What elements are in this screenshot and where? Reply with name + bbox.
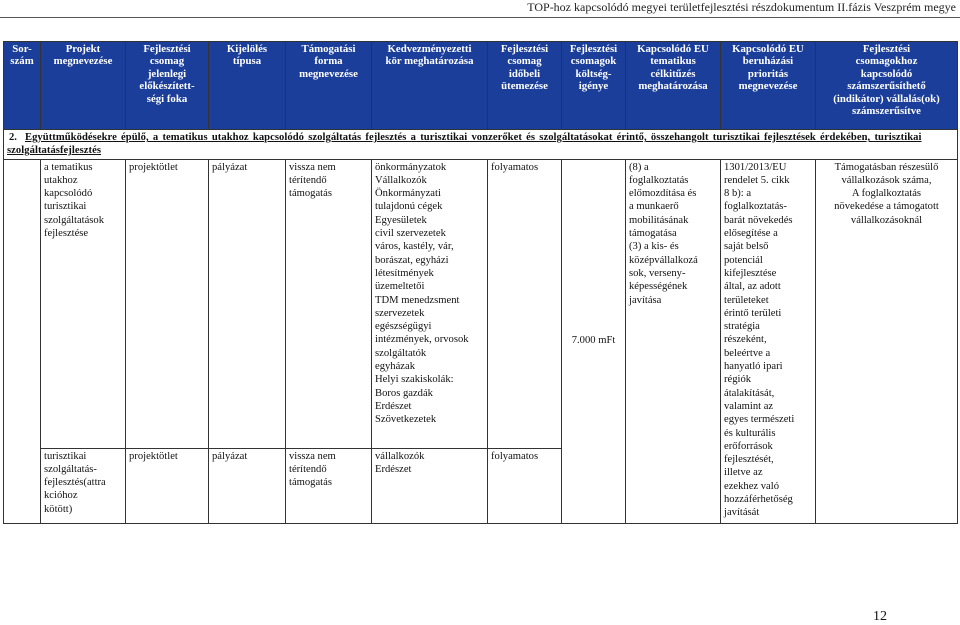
col-header-line: csomagokhoz: [855, 55, 918, 68]
page-number: 12: [873, 609, 887, 624]
cell-line: borászat, egyházi: [375, 254, 449, 266]
cell-line: Vállalkozók: [375, 174, 427, 186]
col-header-indikator: [816, 42, 958, 130]
col-header-line: költség-: [575, 67, 612, 80]
col-header-line: ütemezése: [501, 80, 548, 93]
cell-line: sok, verseny-: [629, 267, 686, 279]
cell-line: Egyesületek: [375, 214, 427, 226]
table-header: [4, 42, 958, 130]
cell-line: egyházak: [375, 361, 415, 373]
cell-line: valamint az: [724, 400, 774, 412]
indicators-cell: [816, 159, 958, 523]
col-header-line: kapcsolódó: [860, 67, 913, 80]
cell-line: átalakítását,: [724, 387, 775, 399]
cell-line: kötött): [44, 503, 73, 515]
col-header-line: megnevezése: [299, 67, 358, 80]
col-header-line: számszerűsíthető: [847, 80, 926, 93]
support-form-cell: [286, 448, 372, 523]
col-header-line: Kijelölés: [226, 43, 268, 55]
col-header-line: Fejlesztési: [143, 43, 191, 55]
col-header-line: Kapcsolódó EU: [732, 43, 804, 55]
col-header-koltsegigeny: [562, 42, 626, 130]
cell-line: potenciál: [724, 254, 763, 266]
designation-cell: pályázat: [209, 159, 286, 448]
cell-line: 1301/2013/EU: [724, 161, 787, 173]
col-header-line: megnevezése: [53, 55, 113, 68]
cell-line: tulajdonú cégek: [375, 201, 443, 213]
cell-line: turisztikai: [44, 201, 87, 213]
col-header-line: csomagok: [570, 55, 617, 68]
cell-line: egészségügyi: [375, 321, 432, 333]
col-header-line: Fejlesztési: [569, 43, 618, 55]
eu-objective-cell: [626, 159, 721, 523]
beneficiaries-cell: [372, 159, 488, 448]
col-header-line: (indikátor) vállalás(ok): [833, 92, 940, 105]
col-header-line: célkitűzés: [650, 67, 696, 80]
project-name-cell: [41, 448, 126, 523]
col-header-line: előkészített-: [139, 80, 195, 93]
cell-line: szolgáltatók: [375, 347, 427, 359]
col-header-line: szám: [10, 55, 34, 68]
cell-line: foglalkoztatás: [629, 174, 689, 186]
cell-line: erőforrások: [724, 440, 773, 452]
cell-line: egyes természeti: [724, 414, 795, 426]
cell-line: A foglalkoztatás: [851, 188, 922, 200]
cell-line: fejlesztés(attra: [44, 477, 106, 489]
section-number: 2.: [9, 132, 17, 143]
cell-line: vissza nem: [289, 450, 336, 462]
col-header-line: számszerűsítve: [852, 105, 921, 118]
col-header-line: meghatározása: [638, 80, 708, 93]
cell-line: foglalkoztatás-: [724, 201, 787, 213]
col-header-elokeszitettseg: [126, 42, 209, 130]
col-header-line: Kedvezményezetti: [387, 43, 472, 55]
cell-line: támogatás: [289, 477, 332, 489]
col-header-utemezes: [488, 42, 562, 130]
cell-line: Támogatásban részesülő: [834, 161, 939, 173]
cell-line: régiók: [724, 374, 752, 386]
cell-line: utakhoz: [44, 174, 78, 186]
col-header-projekt: [41, 42, 126, 130]
cell-line: Helyi szakiskolák:: [375, 374, 454, 386]
cell-line: saját belső: [724, 241, 769, 253]
cell-line: vállalkozásoknál: [850, 214, 923, 226]
cell-line: és kulturális: [724, 427, 776, 439]
col-header-eu-prioritas: [721, 42, 816, 130]
cell-line: szervezetek: [375, 307, 425, 319]
cell-line: önkormányzatok: [375, 161, 447, 173]
col-header-sorszam: [4, 42, 41, 130]
cell-line: turisztikai: [44, 450, 87, 462]
support-form-cell: [286, 159, 372, 448]
col-header-line: időbeli: [508, 67, 541, 80]
designation-cell: pályázat: [209, 448, 286, 523]
cell-line: kifejlesztése: [724, 267, 777, 279]
cell-line: térítendő: [289, 463, 327, 475]
cell-line: illetve az: [724, 467, 763, 479]
cell-line: fejlesztése: [44, 228, 89, 240]
col-header-line: megnevezése: [738, 80, 798, 93]
col-header-line: prioritás: [747, 67, 789, 80]
running-header: [0, 0, 960, 18]
cell-line: kcióhoz: [44, 490, 78, 502]
cell-line: támogatás: [289, 188, 332, 200]
col-header-line: tematikus: [650, 55, 696, 68]
cell-line: létesítmények: [375, 267, 434, 279]
row-number-cell: [4, 159, 41, 523]
cost-cell: 7.000 mFt: [562, 159, 626, 523]
section-title: Együttműködésekre épülő, a tematikus utakhoz kapcsolódó szolgáltatás fejlesztés a turisztikai vonzerőket és szolgáltatásokat érintő, összehangolt turisztikai fejlesztések érdekében, turisztikai szolgáltatásfejlesztés: [7, 132, 922, 157]
cell-line: növekedése a támogatott: [834, 201, 939, 213]
col-header-line: Fejlesztési: [862, 43, 911, 55]
cell-line: Önkormányzati: [375, 188, 441, 200]
cell-line: hozzáférhetőség: [724, 494, 793, 506]
col-header-kedvezmenyezetti-kor: [372, 42, 488, 130]
cell-line: 8 b): a: [724, 188, 752, 200]
cell-line: mobilitásának: [629, 214, 689, 226]
col-header-line: csomag: [507, 55, 542, 68]
col-header-line: forma: [314, 55, 343, 68]
cell-line: (3) a kis- és: [629, 241, 679, 253]
col-header-tamogatasi-forma: [286, 42, 372, 130]
cell-line: Erdészet: [375, 463, 412, 475]
table-row: [4, 159, 958, 448]
cell-line: területeket: [724, 294, 769, 306]
col-header-line: Fejlesztési: [500, 43, 549, 55]
development-table: [3, 41, 958, 524]
cell-line: képességének: [629, 281, 688, 293]
cell-line: város, kastély, vár,: [375, 241, 454, 253]
cell-line: civil szervezetek: [375, 228, 446, 240]
cell-line: által, az adott: [724, 281, 781, 293]
readiness-cell: projektötlet: [126, 448, 209, 523]
cell-line: vállalkozások száma,: [841, 174, 932, 186]
col-header-kijeloles: [209, 42, 286, 130]
cell-line: barát növekedés: [724, 214, 793, 226]
cell-line: előmozdítása és: [629, 188, 697, 200]
col-header-line: Sor-: [12, 43, 32, 55]
col-header-line: Támogatási: [301, 43, 356, 55]
cell-line: (8) a: [629, 161, 649, 173]
cell-line: beleértve a: [724, 347, 771, 359]
schedule-cell: folyamatos: [488, 448, 562, 523]
beneficiaries-cell: [372, 448, 488, 523]
col-header-line: csomag: [149, 55, 185, 68]
cell-line: javítását: [724, 507, 760, 519]
cell-line: érintő területi: [724, 307, 782, 319]
section-row: [4, 130, 958, 160]
schedule-cell: folyamatos: [488, 159, 562, 448]
col-header-line: ségi foka: [146, 92, 188, 105]
cell-line: stratégia: [724, 321, 760, 333]
cell-line: intézmények, orvosok: [375, 334, 469, 346]
project-name-cell: [41, 159, 126, 448]
cell-line: elősegítése a: [724, 228, 778, 240]
cell-line: támogatása: [629, 228, 677, 240]
col-header-line: típusa: [232, 55, 262, 68]
col-header-line: igénye: [578, 80, 609, 93]
col-header-line: Projekt: [65, 43, 101, 55]
cell-line: vissza nem: [289, 161, 336, 173]
cell-line: vállalkozók: [375, 450, 425, 462]
col-header-line: beruházási: [742, 55, 794, 68]
cell-line: középvállalkozá: [629, 254, 698, 266]
cell-line: Erdészet: [375, 400, 412, 412]
cell-line: térítendő: [289, 174, 327, 186]
cell-line: Boros gazdák: [375, 387, 433, 399]
cell-line: a tematikus: [44, 161, 93, 173]
cell-line: szolgáltatás-: [44, 463, 97, 475]
running-header-title: TOP-hoz kapcsolódó megyei területfejlesztési részdokumentum II.fázis Veszprém megye: [527, 0, 956, 14]
cell-line: TDM menedzsment: [375, 294, 460, 306]
cell-line: szolgáltatások: [44, 214, 105, 226]
cell-line: Szövetkezetek: [375, 414, 437, 426]
col-header-line: kör meghatározása: [385, 55, 474, 68]
col-header-line: Kapcsolódó EU: [637, 43, 709, 55]
cell-line: részeként,: [724, 334, 767, 346]
col-header-line: jelenlegi: [147, 67, 187, 80]
cell-line: kapcsolódó: [44, 188, 93, 200]
eu-priority-cell: [721, 159, 816, 523]
cell-line: üzemeltetői: [375, 281, 425, 293]
section-title-cell: [4, 130, 958, 160]
cell-line: ezekhez való: [724, 480, 779, 492]
cell-line: rendelet 5. cikk: [724, 174, 790, 186]
cell-line: a munkaerő: [629, 201, 679, 213]
cell-line: javítása: [629, 294, 662, 306]
readiness-cell: projektötlet: [126, 159, 209, 448]
cell-line: hanyatló ipari: [724, 361, 783, 373]
col-header-eu-celkitu: [626, 42, 721, 130]
cell-line: fejlesztését,: [724, 454, 774, 466]
